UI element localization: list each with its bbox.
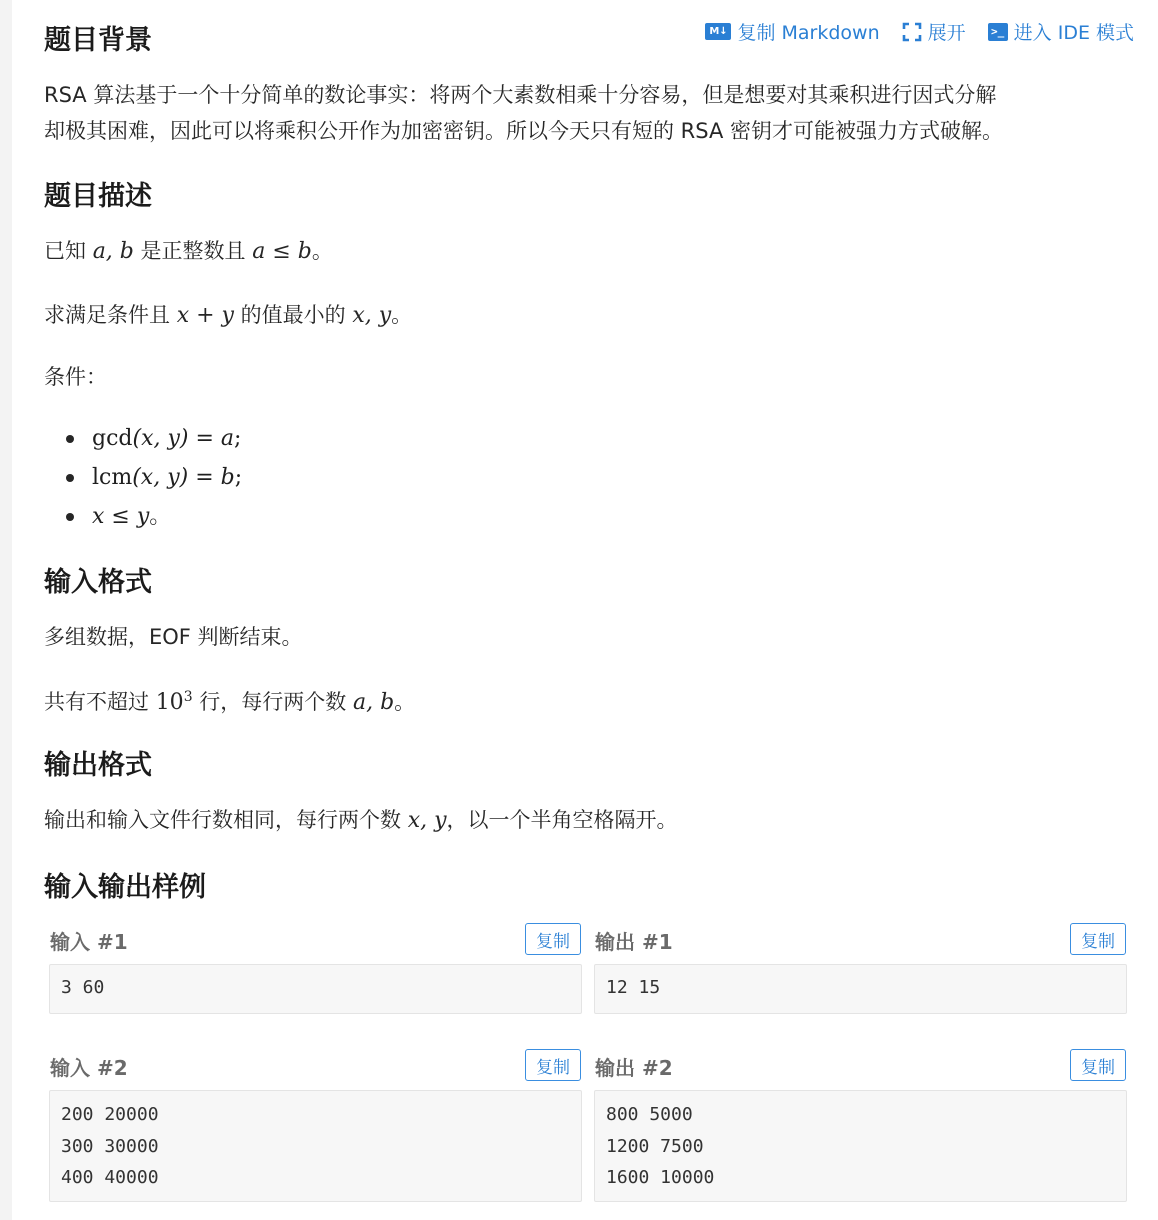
math-base: 10 — [155, 690, 184, 715]
background-heading: 题目背景 — [44, 25, 152, 56]
text: 行，每行两个数 — [192, 690, 353, 714]
copy-output-1-button[interactable]: 复制 — [1070, 923, 1126, 955]
terminal-icon: >_ — [988, 23, 1008, 41]
math-xy: x, y — [352, 303, 392, 328]
problem-toolbar — [705, 18, 1134, 45]
fn-name: lcm — [92, 465, 133, 490]
fn-args: x ≤ y — [92, 504, 150, 529]
punct: ; — [234, 426, 242, 451]
text: ，以一个半角空格隔开。 — [446, 808, 678, 832]
sample-output-2-label: 输出 #2 — [595, 1056, 673, 1080]
condition-order — [44, 497, 242, 536]
output-format-heading: 输出格式 — [44, 750, 152, 781]
math-ab: a, b — [92, 239, 134, 264]
expand-button[interactable] — [902, 18, 966, 45]
description-line-1 — [44, 233, 333, 270]
math-x-plus-y: x + y — [176, 303, 234, 328]
condition-gcd — [44, 419, 242, 458]
background-text-line-2: 却极其困难，因此可以将乘积公开作为加密密钥。所以今天只有短的 RSA 密钥才可能被强力方式破解。 — [44, 119, 1004, 143]
background-text-line-1: RSA 算法基于一个十分简单的数论事实：将两个大素数相乘十分容易，但是想要对其乘积进行因式分解 — [44, 83, 997, 107]
markdown-icon: M↓ — [705, 23, 731, 40]
fn-name: gcd — [92, 426, 133, 451]
sample-input-2: 200 20000 300 30000 400 40000 — [49, 1090, 582, 1202]
text: 的值最小的 — [233, 303, 353, 327]
sample-input-1: 3 60 — [49, 964, 582, 1014]
enter-ide-label: 进入 IDE 模式 — [1013, 22, 1134, 44]
conditions-label: 条件： — [44, 365, 107, 389]
text: 。 — [311, 239, 333, 263]
expand-icon — [902, 22, 922, 42]
sample-output-2: 800 5000 1200 7500 1600 10000 — [594, 1090, 1127, 1202]
fn-args: (x, y) = a — [132, 426, 235, 451]
math-ab: a, b — [352, 690, 395, 715]
sample-input-1-label: 输入 #1 — [50, 930, 128, 954]
text: 是正整数且 — [133, 239, 253, 263]
samples-heading: 输入输出样例 — [44, 872, 206, 903]
text: 输出和输入文件行数相同，每行两个数 — [44, 808, 408, 832]
text: 。 — [394, 690, 416, 714]
input-format-line-2 — [44, 679, 415, 721]
sample-output-1: 12 15 — [594, 964, 1127, 1014]
text: 共有不超过 — [44, 690, 156, 714]
copy-input-1-button[interactable]: 复制 — [525, 923, 581, 955]
condition-lcm — [44, 458, 242, 497]
output-format-line-1 — [44, 802, 678, 839]
copy-markdown-label: 复制 Markdown — [737, 22, 880, 44]
expand-label: 展开 — [927, 22, 966, 44]
description-heading: 题目描述 — [44, 181, 152, 212]
input-format-line-1: 多组数据，EOF 判断结束。 — [44, 625, 303, 649]
problem-card — [12, 0, 1158, 1220]
sample-input-2-label: 输入 #2 — [50, 1056, 128, 1080]
input-format-heading: 输入格式 — [44, 567, 152, 598]
sample-output-1-label: 输出 #1 — [595, 930, 673, 954]
copy-input-2-button[interactable]: 复制 — [525, 1049, 581, 1081]
conditions-list — [44, 419, 242, 536]
text: 求满足条件且 — [44, 303, 177, 327]
text: 已知 — [44, 239, 93, 263]
copy-output-2-button[interactable]: 复制 — [1070, 1049, 1126, 1081]
math-exponent: 3 — [183, 689, 193, 705]
punct: ; — [234, 465, 243, 490]
copy-markdown-button[interactable] — [705, 18, 879, 45]
math-xy: x, y — [407, 808, 447, 833]
fn-args: (x, y) = b — [132, 465, 235, 490]
enter-ide-button[interactable] — [988, 18, 1134, 45]
math-a-le-b: a ≤ b — [252, 239, 312, 264]
text: 。 — [391, 303, 413, 327]
punct: 。 — [149, 504, 172, 529]
description-line-2 — [44, 297, 412, 334]
